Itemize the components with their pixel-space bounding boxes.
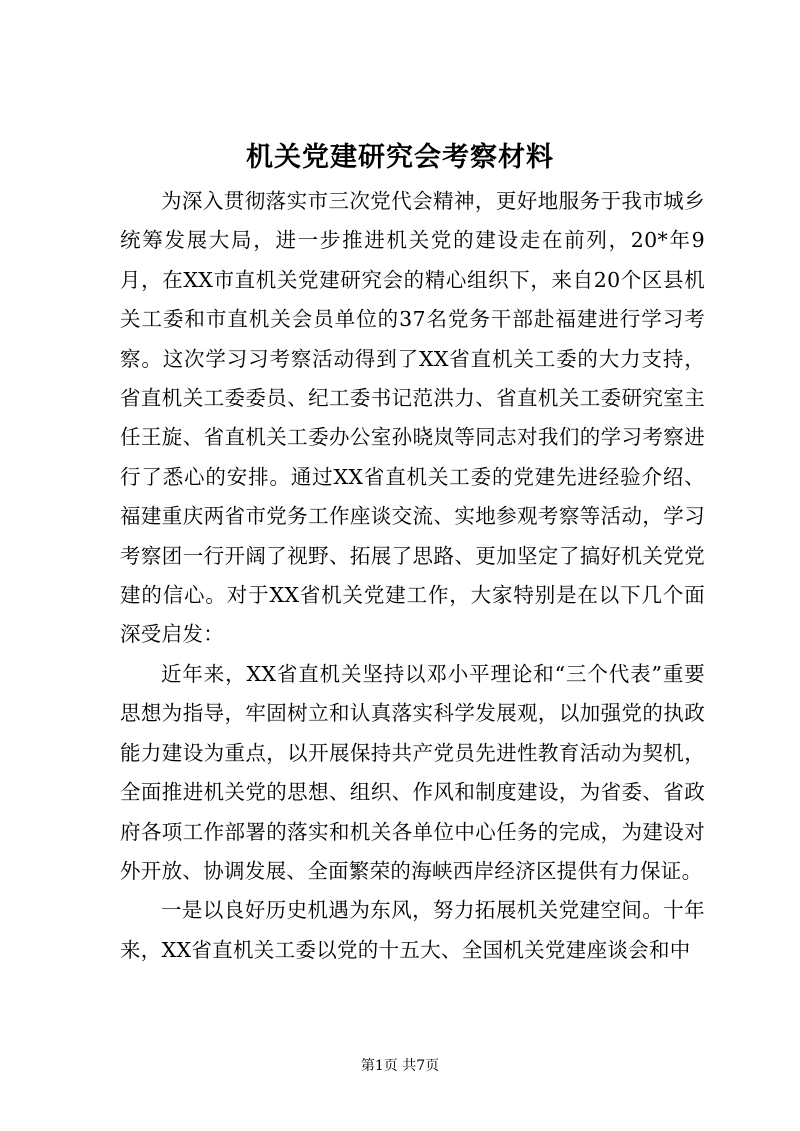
document-title: 机关党建研究会考察材料: [246, 142, 554, 173]
page-footer: 第1页 共7页: [360, 1058, 440, 1074]
document-body: [120, 182, 705, 970]
paragraph-point-one: 一是以良好历史机遇为东风，努力拓展机关党建空间。十年来，XX省直机关工委以党的十五大、全国机关党建座谈会和中: [120, 898, 705, 962]
paragraph-intro: 为深入贯彻落实市三次党代会精神，更好地服务于我市城乡统筹发展大局，进一步推进机关党的建设走在前列，20*年9月，在XX市直机关党建研究会的精心组织下，来自20个区县机关工委和市直机关会员单位的37名党务干部赴福建进行学习考察。这次学习习考察活动得到了XX省直机关工委的大力支持，省直机关工委委员、纪工委书记范洪力、省直机关工委研究室主任王旋、省直机关工委办公室孙晓岚等同志对我们的学习考察进行了悉心的安排。通过XX省直机关工委的党建先进经验介绍、福建重庆两省市党务工作座谈交流、实地参观考察等活动，学习考察团一行开阔了视野、拓展了思路、更加坚定了搞好机关党党建的信心。对于XX省机关党建工作，大家特别是在以下几个面深受启发：: [120, 189, 705, 647]
paragraph-overview: 近年来，XX省直机关坚持以邓小平理论和“三个代表”重要思想为指导，牢固树立和认真落实科学发展观，以加强党的执政能力建设为重点，以开展保持共产党员先进性教育活动为契机，全面推进机关党的思想、组织、作风和制度建设，为省委、省政府各项工作部署的落实和机关各单位中心任务的完成，为建设对外开放、协调发展、全面繁荣的海峡西岸经济区提供有力保证。: [120, 661, 705, 883]
